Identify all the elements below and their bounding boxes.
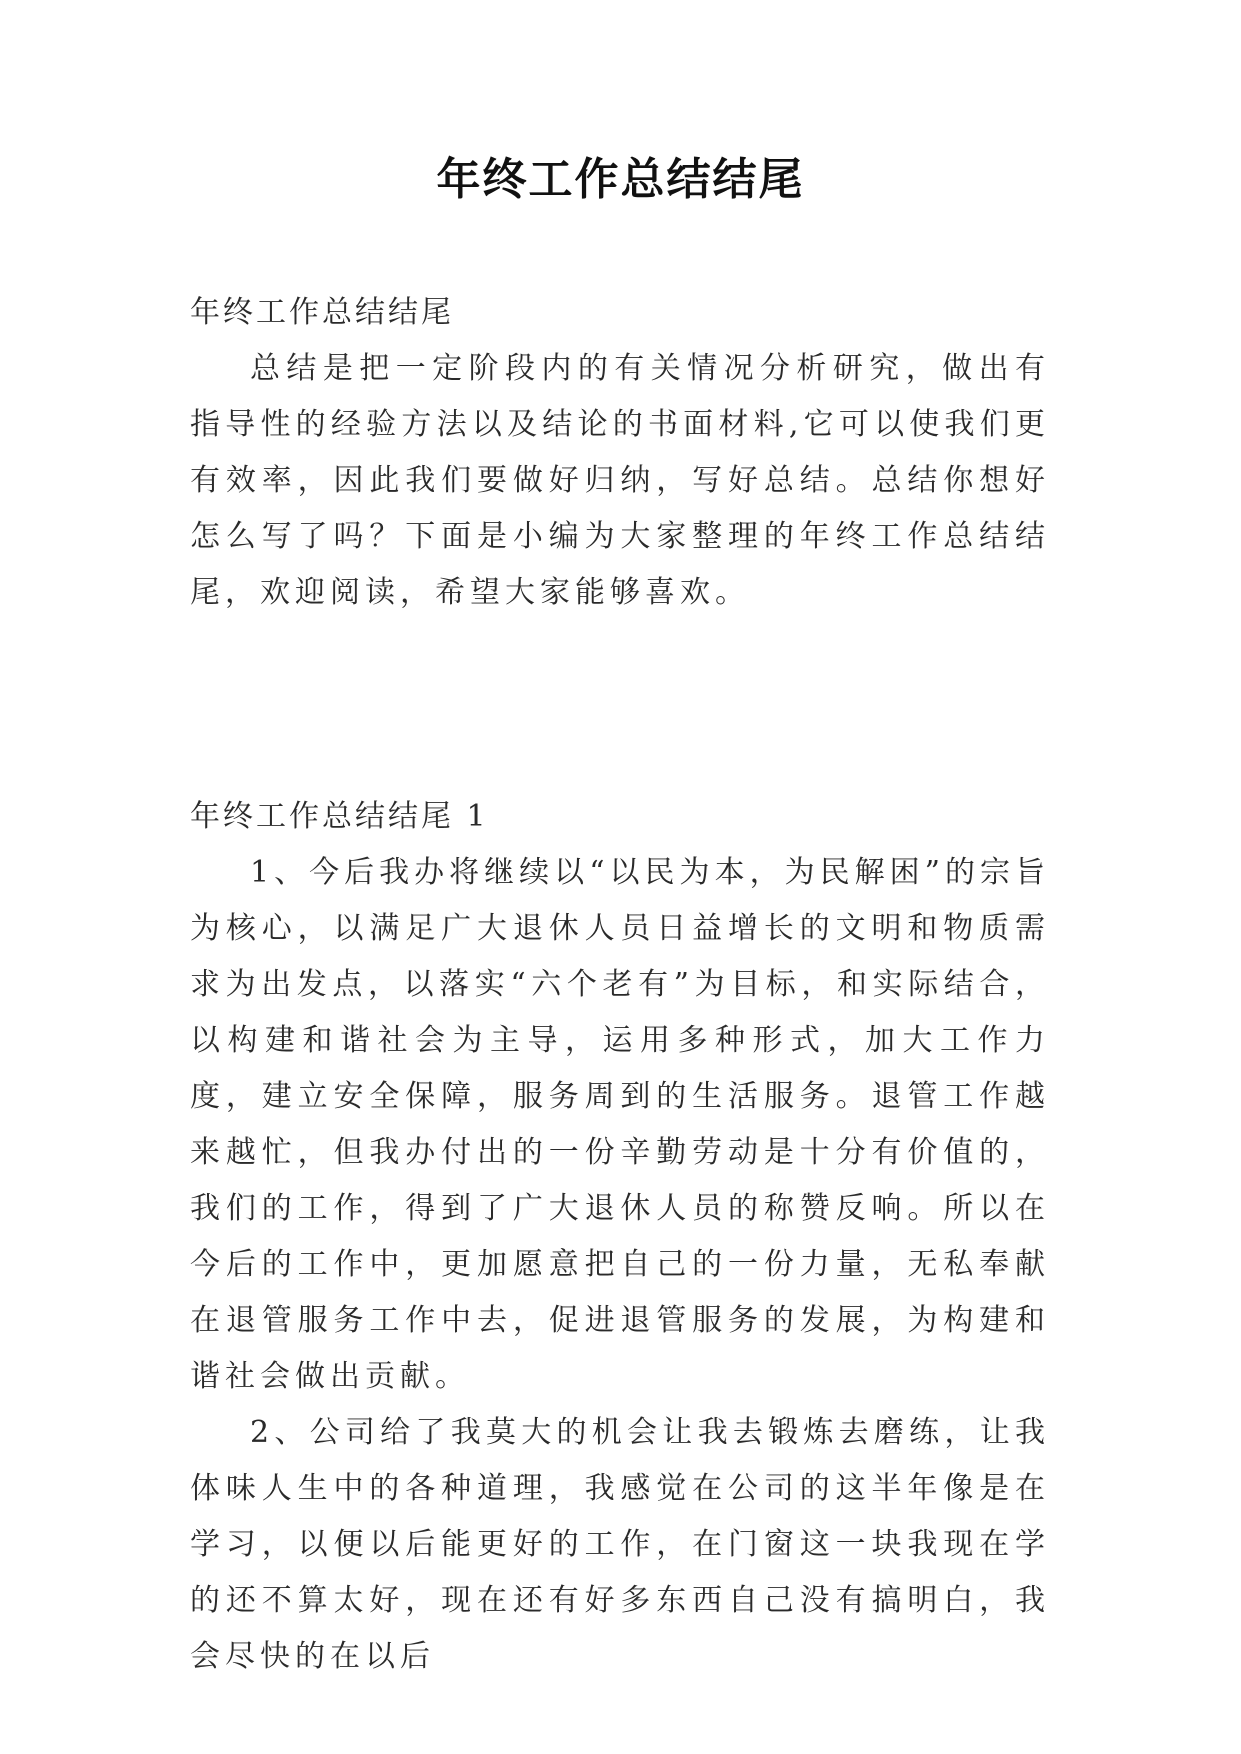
section-gap (190, 621, 1050, 789)
document-title: 年终工作总结结尾 (436, 154, 805, 205)
body-paragraph-2: 2、公司给了我莫大的机会让我去锻炼去磨练，让我体味人生中的各种道理，我感觉在公司的这半年像是在学习，以便以后能更好的工作，在门窗这一块我现在学的还不算太好，现在还有好多东西自己没有搞明白，我会尽快的在以后 (190, 1415, 1050, 1674)
section-heading: 年终工作总结结尾 1 (190, 799, 489, 834)
document-body (190, 285, 1050, 1685)
intro-paragraph: 总结是把一定阶段内的有关情况分析研究，做出有指导性的经验方法以及结论的书面材料,它可以使我们更有效率，因此我们要做好归纳，写好总结。总结你想好怎么写了吗？下面是小编为大家整理的年终工作总结结尾，欢迎阅读，希望大家能够喜欢。 (190, 351, 1050, 610)
body-paragraph-1: 1、今后我办将继续以“以民为本，为民解困”的宗旨为核心，以满足广大退休人员日益增长的文明和物质需求为出发点，以落实“六个老有”为目标，和实际结合，以构建和谐社会为主导，运用多种形式，加大工作力度，建立安全保障，服务周到的生活服务。退管工作越来越忙，但我办付出的一份辛勤劳动是十分有价值的，我们的工作，得到了广大退休人员的称赞反响。所以在今后的工作中，更加愿意把自己的一份力量，无私奉献在退管服务工作中去，促进退管服务的发展，为构建和谐社会做出贡献。 (190, 855, 1050, 1394)
document-subtitle: 年终工作总结结尾 (190, 295, 454, 330)
